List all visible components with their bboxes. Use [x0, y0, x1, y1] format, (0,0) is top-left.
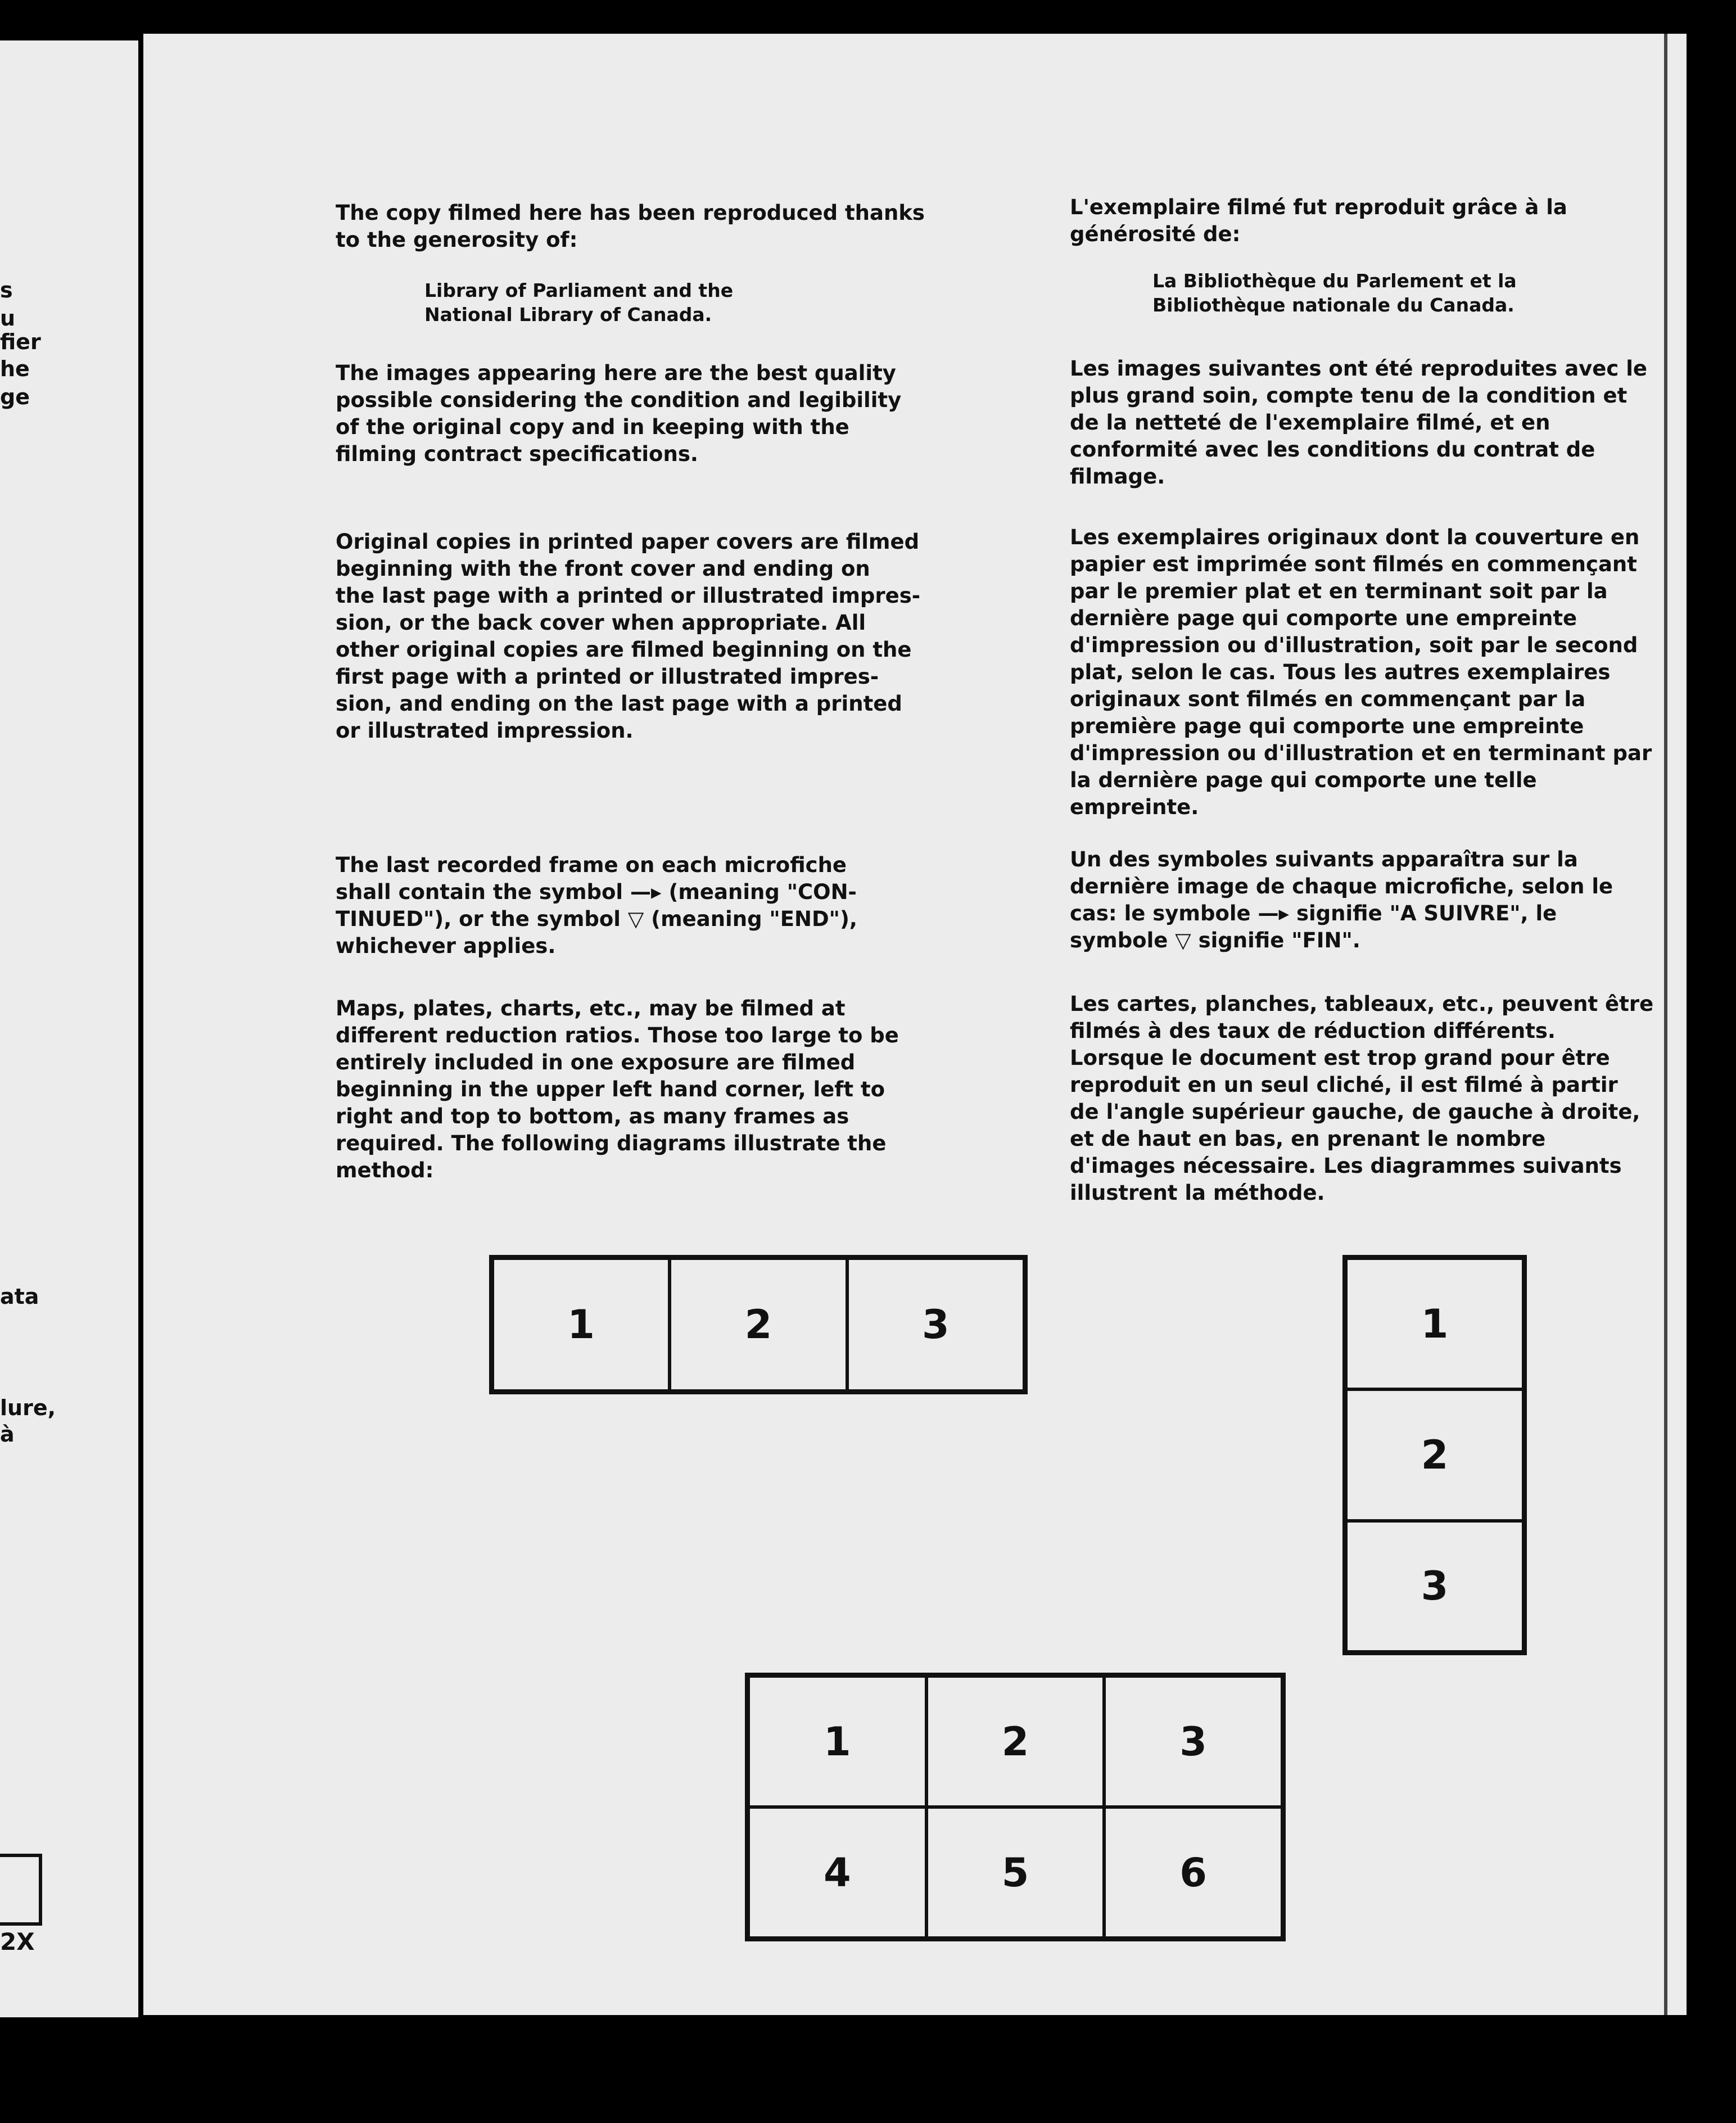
english-quality: The images appearing here are the best quality possible considering the condition and legibility of the original copy and in keeping with the filming contract specifications.	[336, 361, 902, 466]
frame-cell: 2	[926, 1676, 1105, 1807]
french-symbols: Un des symboles suivants apparaîtra sur la dernière image de chaque microfiche, selon le cas: le symbole —▸ signifie "A SUIVRE", le symbole ▽ signifie "FIN".	[1070, 847, 1613, 952]
adjacent-page-strip	[0, 40, 141, 2017]
frame-cell: 3	[1104, 1676, 1282, 1807]
fragment-line: à	[0, 1422, 15, 1447]
french-quality: Les images suivantes ont été reproduites avec le plus grand soin, compte tenu de la condition et de la netteté de l'exemplaire filmé, et en conformité avec les conditions du contrat de filmage.	[1070, 356, 1647, 489]
english-credit: Library of Parliament and the National Library of Canada.	[424, 279, 734, 326]
french-credit: La Bibliothèque du Parlement et la Bibliothèque nationale du Canada.	[1152, 270, 1517, 316]
frame-cell: 6	[1104, 1807, 1282, 1938]
frame-cell: 3	[847, 1258, 1024, 1391]
french-thanks: L'exemplaire filmé fut reproduit grâce à la générosité de:	[1070, 195, 1567, 246]
fragment-label: 2X	[0, 1928, 35, 1955]
french-covers: Les exemplaires originaux dont la couverture en papier est imprimée sont filmés en commençant par le premier plat et en terminant soit par la dernière page qui comporte une empreinte d'impression ou d'illustration, soit par le second plat, selon le cas. Tous les autres exemplaires originaux sont filmés en commençant par la première page qui comporte une empreinte d'impression ou d'illustration et en terminant par la dernière page qui comporte une telle empreinte.	[1070, 525, 1652, 819]
fragment-line: ata	[0, 1284, 39, 1309]
diagram-horizontal	[489, 1255, 1028, 1394]
frame-cell: 2	[670, 1258, 847, 1391]
diagram-vertical	[1342, 1255, 1527, 1655]
english-thanks: The copy filmed here has been reproduced thanks to the generosity of:	[336, 201, 925, 252]
french-maps: Les cartes, planches, tableaux, etc., peuvent être filmés à des taux de réduction différents. Lorsque le document est trop grand pour être reproduit en un seul cliché, il est filmé à partir de l'angle supérieur gauche, de gauche à droite, et de haut en bas, en prenant le nombre d'images nécessaire. Les diagrammes suivants illustrent la méthode.	[1070, 992, 1654, 1205]
fragment-line: u	[0, 306, 16, 331]
frame-cell: 4	[748, 1807, 926, 1938]
english-maps: Maps, plates, charts, etc., may be filmed at different reduction ratios. Those too large to be entirely included in one exposure are filmed beginning in the upper left hand corner, left to right and top to bottom, as many frames as required. The following diagrams illustrate the method:	[336, 996, 899, 1182]
diagram-grid	[745, 1673, 1286, 1941]
fragment-line: s	[0, 278, 13, 302]
fragment-line: he	[0, 356, 30, 381]
english-covers: Original copies in printed paper covers are filmed beginning with the front cover and ending on the last page with a printed or illustrated impres- sion, or the back cover when appropriate. All other original copies are filmed beginning on the first page with a printed or illustrated impres- sion, and ending on the last page with a printed or illustrated impression.	[336, 530, 921, 743]
fragment-box	[0, 1854, 42, 1926]
frame-cell: 1	[492, 1258, 670, 1391]
frame-cell: 3	[1346, 1521, 1523, 1652]
english-symbols: The last recorded frame on each microfiche shall contain the symbol —▸ (meaning "CON- TINUED"), or the symbol ▽ (meaning "END"), whichever applies.	[336, 853, 857, 958]
fragment-line: fier	[0, 329, 41, 354]
fragment-line: lure,	[0, 1395, 56, 1420]
fragment-line: ge	[0, 385, 30, 409]
frame-cell: 1	[748, 1676, 926, 1807]
frame-cell: 1	[1346, 1258, 1523, 1389]
frame-cell: 5	[926, 1807, 1105, 1938]
frame-cell: 2	[1346, 1389, 1523, 1520]
page-gap	[138, 40, 142, 2017]
